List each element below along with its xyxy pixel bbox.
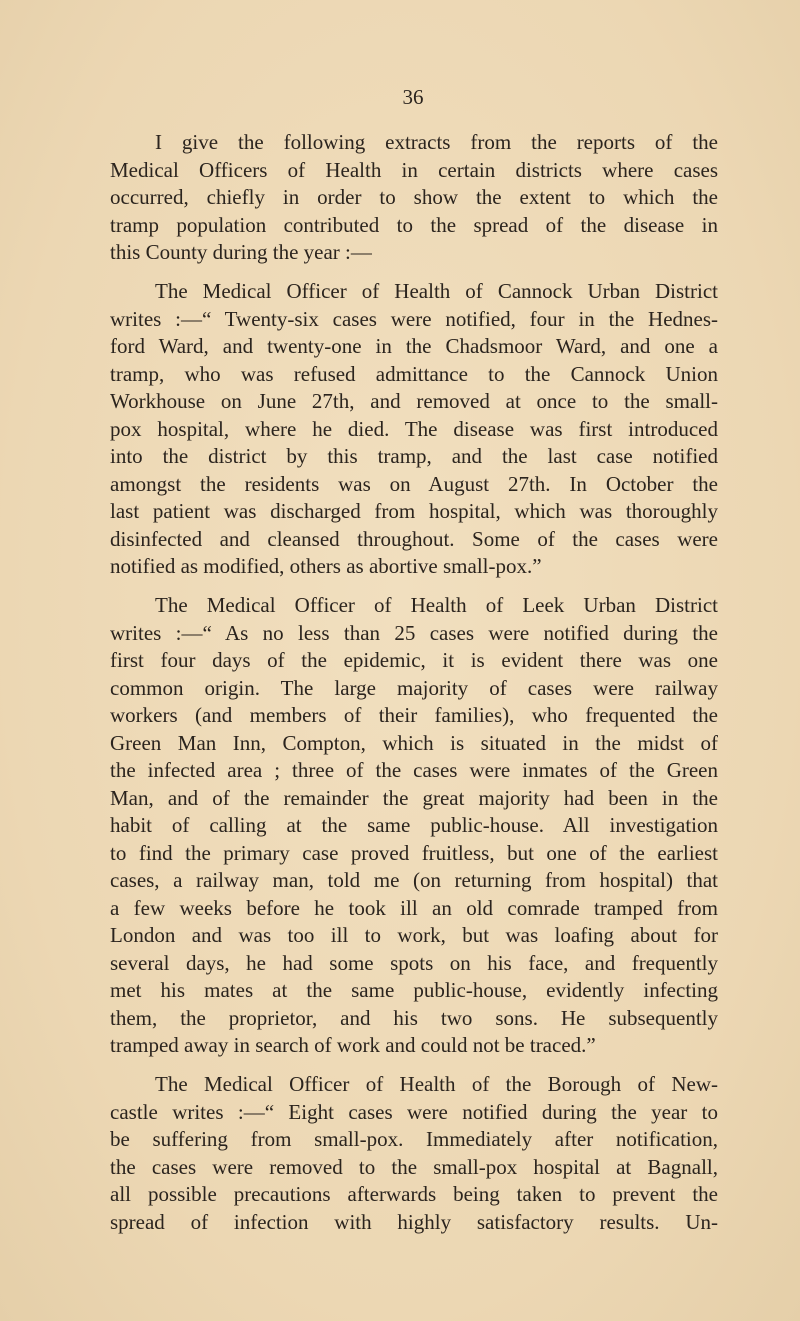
text-line: Medical Officers of Health in certain districts where cases	[110, 157, 718, 182]
text-line: London and was too ill to work, but was loafing about for	[110, 923, 718, 947]
text-line: workers (and members of their families), who frequented the	[110, 703, 718, 727]
text-line: all possible precautions afterwards being taken to prevent the	[110, 1182, 718, 1206]
text-line: tramped away in search of work and could not be traced.”	[110, 1033, 596, 1057]
text-line: Workhouse on June 27th, and removed at once to the small-	[110, 389, 718, 413]
text-line: to find the primary case proved fruitless, but one of the earliest	[110, 840, 718, 865]
text-line: spread of infection with highly satisfactory results. Un-	[110, 1209, 718, 1234]
text-line: ford Ward, and twenty-one in the Chadsmoor Ward, and one a	[110, 334, 718, 358]
text-line: Green Man Inn, Compton, which is situated in the midst of	[110, 730, 718, 755]
text-line: occurred, chiefly in order to show the extent to which the	[110, 185, 718, 209]
text-line: The Medical Officer of Health of the Borough of New-	[155, 1072, 718, 1096]
text-line: amongst the residents was on August 27th. In October the	[110, 471, 718, 496]
text-line: The Medical Officer of Health of Cannock Urban District	[155, 279, 718, 303]
text-line: the cases were removed to the small-pox hospital at Bagnall,	[110, 1154, 718, 1179]
text-line: Man, and of the remainder the great majority had been in the	[110, 785, 718, 810]
paragraph	[110, 592, 718, 1060]
text-line: tramp, who was refused admittance to the Cannock Union	[110, 361, 718, 386]
text-line: the infected area ; three of the cases were inmates of the Green	[110, 758, 718, 782]
text-line: notified as modified, others as abortive small-pox.”	[110, 554, 542, 578]
text-line: I give the following extracts from the reports of the	[155, 130, 718, 154]
text-line: habit of calling at the same public-house. All investigation	[110, 813, 718, 837]
text-line: writes :—“ Twenty-six cases were notified, four in the Hednes-	[110, 306, 718, 331]
text-line: them, the proprietor, and his two sons. He subsequently	[110, 1005, 718, 1030]
page-number: 36	[402, 85, 424, 109]
text-line: met his mates at the same public-house, evidently infecting	[110, 978, 718, 1002]
text-line: be suffering from small-pox. Immediately after notification,	[110, 1127, 718, 1151]
text-line: castle writes :—“ Eight cases were notified during the year to	[110, 1099, 718, 1124]
text-line: The Medical Officer of Health of Leek Urban District	[155, 593, 718, 617]
text-line: last patient was discharged from hospital, which was thoroughly	[110, 499, 718, 523]
text-line: several days, he had some spots on his face, and frequently	[110, 950, 718, 975]
paragraph	[110, 1071, 718, 1236]
text-line: writes :—“ As no less than 25 cases were notified during the	[110, 620, 718, 645]
text-line: common origin. The large majority of cases were railway	[110, 675, 718, 700]
text-line: pox hospital, where he died. The disease was first introduced	[110, 416, 718, 441]
text-line: tramp population contributed to the spread of the disease in	[110, 212, 718, 237]
text-line: into the district by this tramp, and the last case notified	[110, 444, 718, 468]
text-line: cases, a railway man, told me (on returning from hospital) that	[110, 868, 718, 892]
text-line: disinfected and cleansed throughout. Some of the cases were	[110, 526, 718, 551]
text-line: first four days of the epidemic, it is evident there was one	[110, 648, 718, 672]
body-text	[110, 129, 718, 1248]
text-line: this County during the year :—	[110, 240, 372, 264]
paragraph	[110, 278, 718, 581]
paragraph	[110, 129, 718, 267]
text-line: a few weeks before he took ill an old comrade tramped from	[110, 895, 718, 920]
